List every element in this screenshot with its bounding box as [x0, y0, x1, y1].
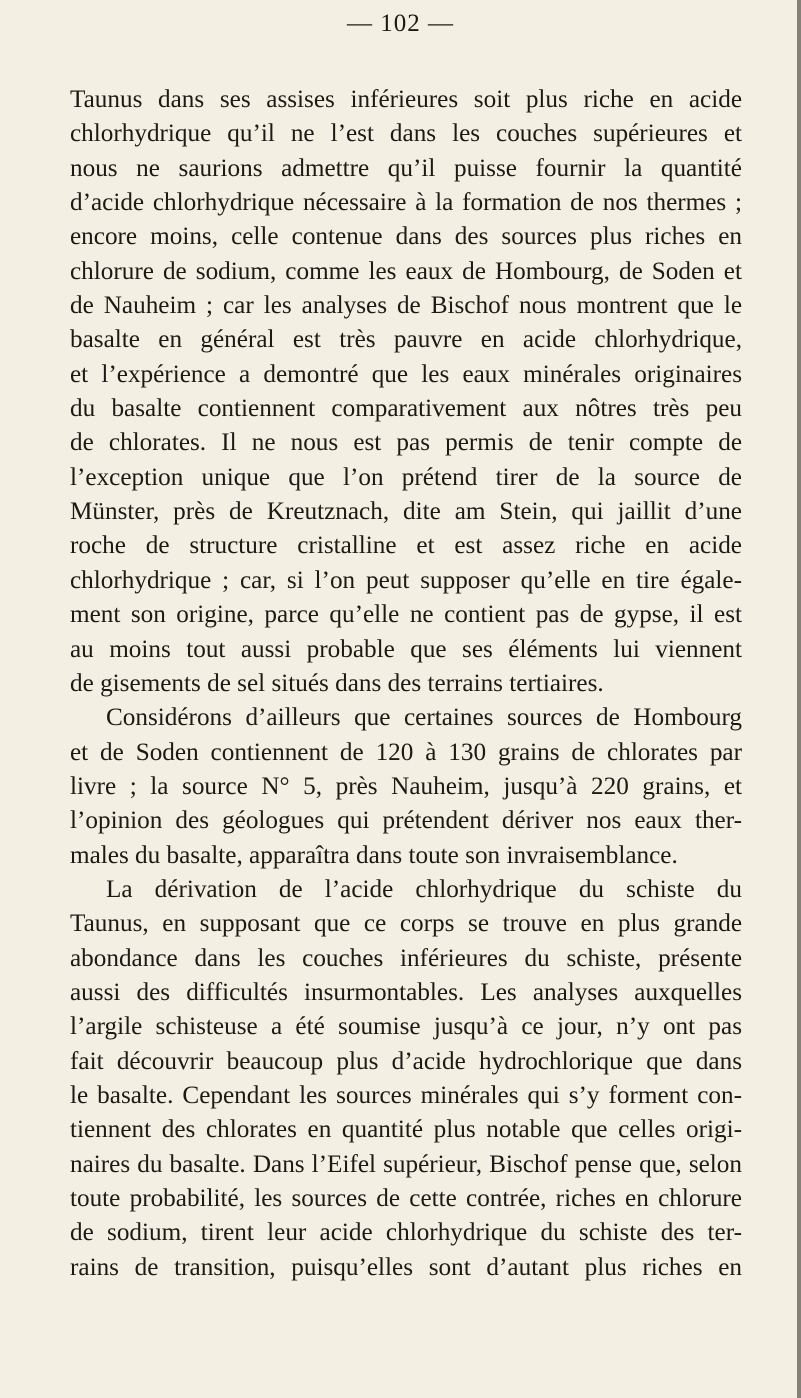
text-line: basalte en général est très pauvre en acide chlorhydrique,	[70, 326, 742, 354]
text-line: toute probabilité, les sources de cette contrée, riches en chlorure	[70, 1185, 742, 1212]
text-line: nous ne saurions admettre qu’il puisse fournir la quantité	[70, 154, 742, 182]
text-line: tiennent des chlorates en quantité plus notable que celles origi-	[70, 1116, 742, 1144]
text-line: rains de transition, puisqu’elles sont d’autant plus riches en	[70, 1253, 742, 1281]
text-line: aussi des difficultés insurmontables. Les analyses auxquelles	[70, 978, 742, 1006]
text-line: males du basalte, apparaîtra dans toute son invraisemblance.	[70, 841, 678, 869]
text-line: le basalte. Cependant les sources minérales qui s’y forment con-	[70, 1081, 742, 1109]
text-line: abondance dans les couches inférieures du schiste, présente	[70, 944, 742, 972]
text-line: livre ; la source N° 5, près Nauheim, jusqu’à 220 grains, et	[70, 772, 742, 800]
text-line: et l’expérience a demontré que les eaux minérales originaires	[70, 360, 742, 388]
text-line: de chlorates. Il ne nous est pas permis de tenir compte de	[70, 429, 742, 457]
text-line: de gisements de sel situés dans des terrains tertiaires.	[70, 669, 604, 697]
text-line: chlorure de sodium, comme les eaux de Hombourg, de Soden et	[70, 257, 742, 285]
text-line: de Nauheim ; car les analyses de Bischof nous montrent que le	[70, 292, 742, 320]
text-line: naires du basalte. Dans l’Eifel supérieur, Bischof pense que, selon	[70, 1150, 742, 1178]
text-line: chlorhydrique qu’il ne l’est dans les couches supérieures et	[70, 120, 742, 148]
text-line: fait découvrir beaucoup plus d’acide hydrochlorique que dans	[70, 1047, 742, 1075]
text-line: roche de structure cristalline et est assez riche en acide	[70, 532, 742, 560]
text-line: Taunus, en supposant que ce corps se trouve en plus grande	[70, 910, 742, 938]
text-line: de sodium, tirent leur acide chlorhydrique du schiste des ter-	[70, 1219, 742, 1247]
body-text	[70, 83, 742, 1285]
text-line: d’acide chlorhydrique nécessaire à la formation de nos thermes ;	[70, 189, 742, 217]
text-line: l’opinion des géologues qui prétendent dériver nos eaux ther-	[70, 807, 742, 835]
paragraph-start-line: Considérons d’ailleurs que certaines sources de Hombourg	[106, 704, 742, 732]
text-line: du basalte contiennent comparativement aux nôtres très peu	[70, 395, 742, 423]
text-line: encore moins, celle contenue dans des sources plus riches en	[70, 223, 742, 251]
text-line: au moins tout aussi probable que ses éléments lui viennent	[70, 635, 742, 663]
page-number: — 102 —	[347, 10, 454, 37]
text-line: et de Soden contiennent de 120 à 130 grains de chlorates par	[70, 738, 742, 766]
page-edge-shadow	[797, 0, 801, 1398]
text-line: chlorhydrique ; car, si l’on peut supposer qu’elle en tire égale-	[70, 566, 742, 594]
text-line: Münster, près de Kreutznach, dite am Stein, qui jaillit d’une	[70, 498, 742, 526]
text-line: l’argile schisteuse a été soumise jusqu’à ce jour, n’y ont pas	[70, 1013, 742, 1041]
text-line: Taunus dans ses assises inférieures soit plus riche en acide	[70, 86, 742, 113]
text-line: l’exception unique que l’on prétend tirer de la source de	[70, 463, 742, 491]
paragraph-start-line: La dérivation de l’acide chlorhydrique du schiste du	[106, 875, 742, 903]
text-line: ment son origine, parce qu’elle ne contient pas de gypse, il est	[70, 601, 742, 629]
